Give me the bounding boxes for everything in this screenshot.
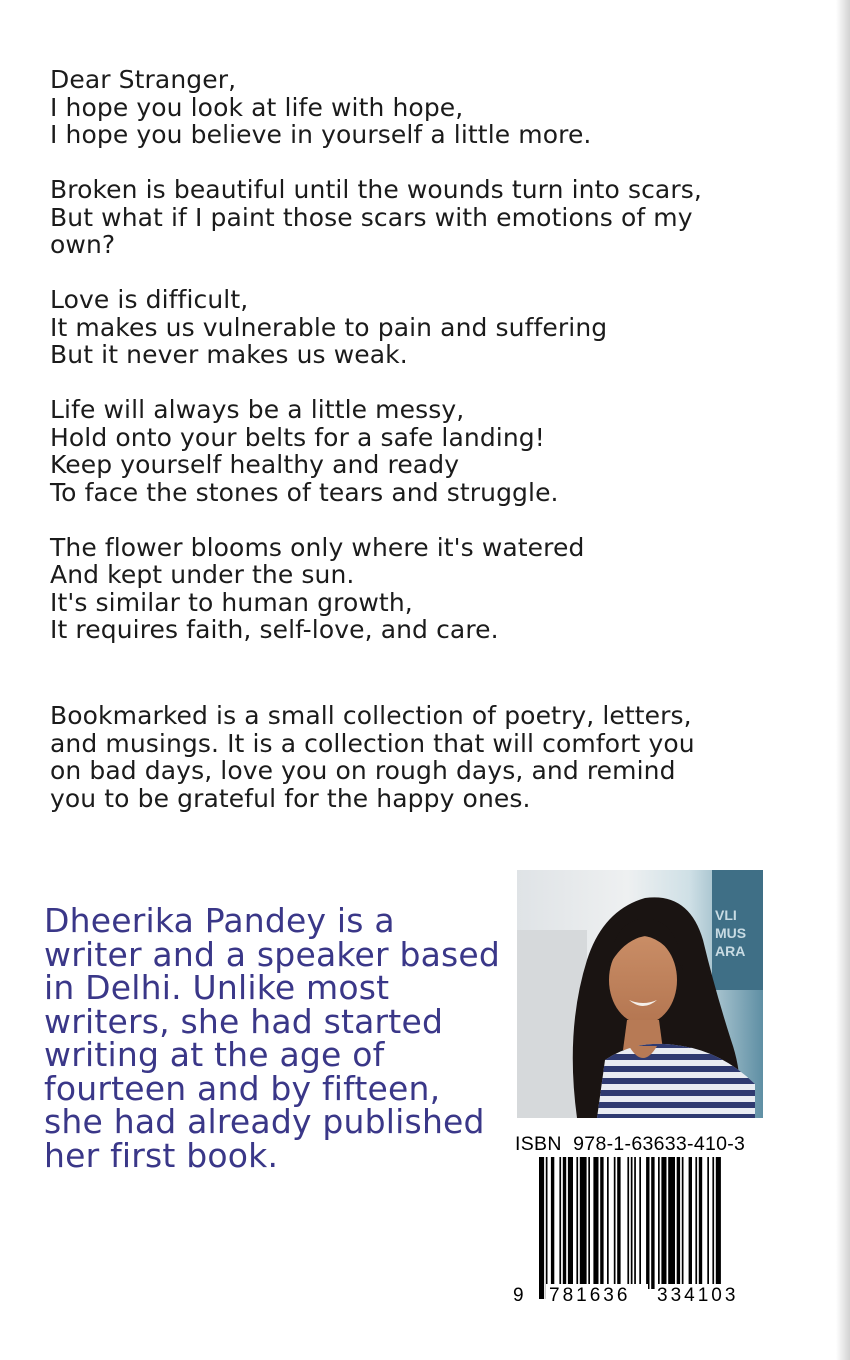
barcode-bar bbox=[607, 1157, 609, 1289]
bio-line: in Delhi. Unlike most bbox=[44, 968, 390, 1007]
isbn-number: ISBN 978-1-63633-410-3 bbox=[515, 1133, 746, 1155]
bio-line: writing at the age of bbox=[44, 1035, 385, 1074]
poem-line: But it never makes us weak. bbox=[50, 340, 408, 369]
barcode-bar bbox=[546, 1157, 548, 1299]
poem-line: Life will always be a little messy, bbox=[50, 395, 465, 424]
barcode-bar bbox=[568, 1157, 573, 1289]
isbn-barcode bbox=[513, 1157, 778, 1307]
barcode-bar bbox=[712, 1157, 714, 1299]
sign-text-1: VLI bbox=[715, 907, 737, 923]
barcode-bar bbox=[716, 1157, 721, 1299]
barcode-bar bbox=[627, 1157, 629, 1289]
poem-line: It's similar to human growth, bbox=[50, 587, 413, 617]
poem-line: I hope you look at life with hope, bbox=[50, 92, 464, 122]
poem-stanza bbox=[50, 286, 790, 369]
barcode-bar bbox=[695, 1157, 697, 1289]
bio-line: her first book. bbox=[44, 1135, 279, 1175]
poems-section bbox=[50, 66, 790, 671]
barcode-bar bbox=[682, 1157, 684, 1289]
poem-line: Dear Stranger, bbox=[50, 65, 237, 94]
barcode-bar bbox=[634, 1157, 636, 1289]
barcode-lead-digit: 9 bbox=[513, 1285, 524, 1306]
barcode-bar bbox=[699, 1157, 702, 1289]
blurb-line: and musings. It is a collection that will comfort you bbox=[50, 728, 695, 758]
barcode-bar bbox=[646, 1157, 649, 1289]
poem-line: It makes us vulnerable to pain and suffering bbox=[50, 312, 608, 342]
barcode-bar bbox=[661, 1157, 666, 1289]
poem-line: It requires faith, self-love, and care. bbox=[50, 615, 499, 644]
book-blurb bbox=[50, 702, 775, 812]
barcode-bar bbox=[707, 1157, 709, 1289]
blurb-line: on bad days, love you on rough days, and remind bbox=[50, 756, 676, 785]
author-photo bbox=[517, 870, 763, 1118]
poem-line: To face the stones of tears and struggle. bbox=[50, 477, 559, 507]
poem-line: Broken is beautiful until the wounds turn into scars, bbox=[50, 175, 702, 204]
poem-stanza bbox=[50, 66, 790, 149]
barcode-bar bbox=[617, 1157, 620, 1289]
poem-line: I hope you believe in yourself a little more. bbox=[50, 120, 592, 149]
barcode-right-digits: 334103 bbox=[657, 1285, 739, 1306]
barcode-bar bbox=[563, 1157, 566, 1289]
barcode-bar bbox=[614, 1157, 616, 1289]
poem-stanza bbox=[50, 176, 790, 259]
blurb-line: you to be grateful for the happy ones. bbox=[50, 783, 531, 813]
barcode-bar bbox=[600, 1157, 603, 1289]
poem-stanza bbox=[50, 396, 790, 506]
bio-line: writers, she had started bbox=[44, 1001, 444, 1041]
poem-line: The flower blooms only where it's watered bbox=[50, 532, 585, 562]
author-bio bbox=[44, 901, 514, 1175]
poem-line: And kept under the sun. bbox=[50, 560, 355, 589]
poem-line: But what if I paint those scars with emotions of my bbox=[50, 202, 693, 232]
blurb-line: Bookmarked is a small collection of poetry, letters, bbox=[50, 701, 692, 730]
barcode-bar bbox=[668, 1157, 675, 1289]
barcode-bar bbox=[651, 1157, 654, 1289]
sign-text-3: ARA bbox=[715, 943, 746, 959]
barcode-bar bbox=[539, 1157, 544, 1299]
barcode-bar bbox=[689, 1157, 692, 1289]
poem-line: Hold onto your belts for a safe landing! bbox=[50, 422, 545, 452]
barcode-bar bbox=[588, 1157, 590, 1289]
poem-line: Keep yourself healthy and ready bbox=[50, 450, 460, 479]
poem-line: Love is difficult, bbox=[50, 285, 249, 314]
sign-text-2: MUS bbox=[715, 925, 747, 941]
barcode-bar bbox=[551, 1157, 554, 1289]
barcode-bar bbox=[559, 1157, 561, 1289]
bio-line: she had already published bbox=[44, 1102, 485, 1141]
barcode-bar bbox=[631, 1157, 633, 1299]
barcode-left-digits: 781636 bbox=[549, 1285, 631, 1306]
barcode-bar bbox=[580, 1157, 587, 1289]
bio-line: Dheerika Pandey is a bbox=[44, 901, 395, 940]
poem-line: own? bbox=[50, 230, 116, 259]
page-edge-shadow bbox=[836, 0, 850, 1360]
barcode-bar bbox=[593, 1157, 598, 1289]
barcode-bar bbox=[658, 1157, 660, 1289]
bio-line: fourteen and by fifteen, bbox=[44, 1068, 441, 1108]
barcode-bar bbox=[639, 1157, 641, 1289]
poem-stanza bbox=[50, 534, 790, 644]
barcode-bar bbox=[677, 1157, 680, 1289]
barcode-bar bbox=[576, 1157, 578, 1289]
bio-line: writer and a speaker based bbox=[44, 934, 501, 974]
